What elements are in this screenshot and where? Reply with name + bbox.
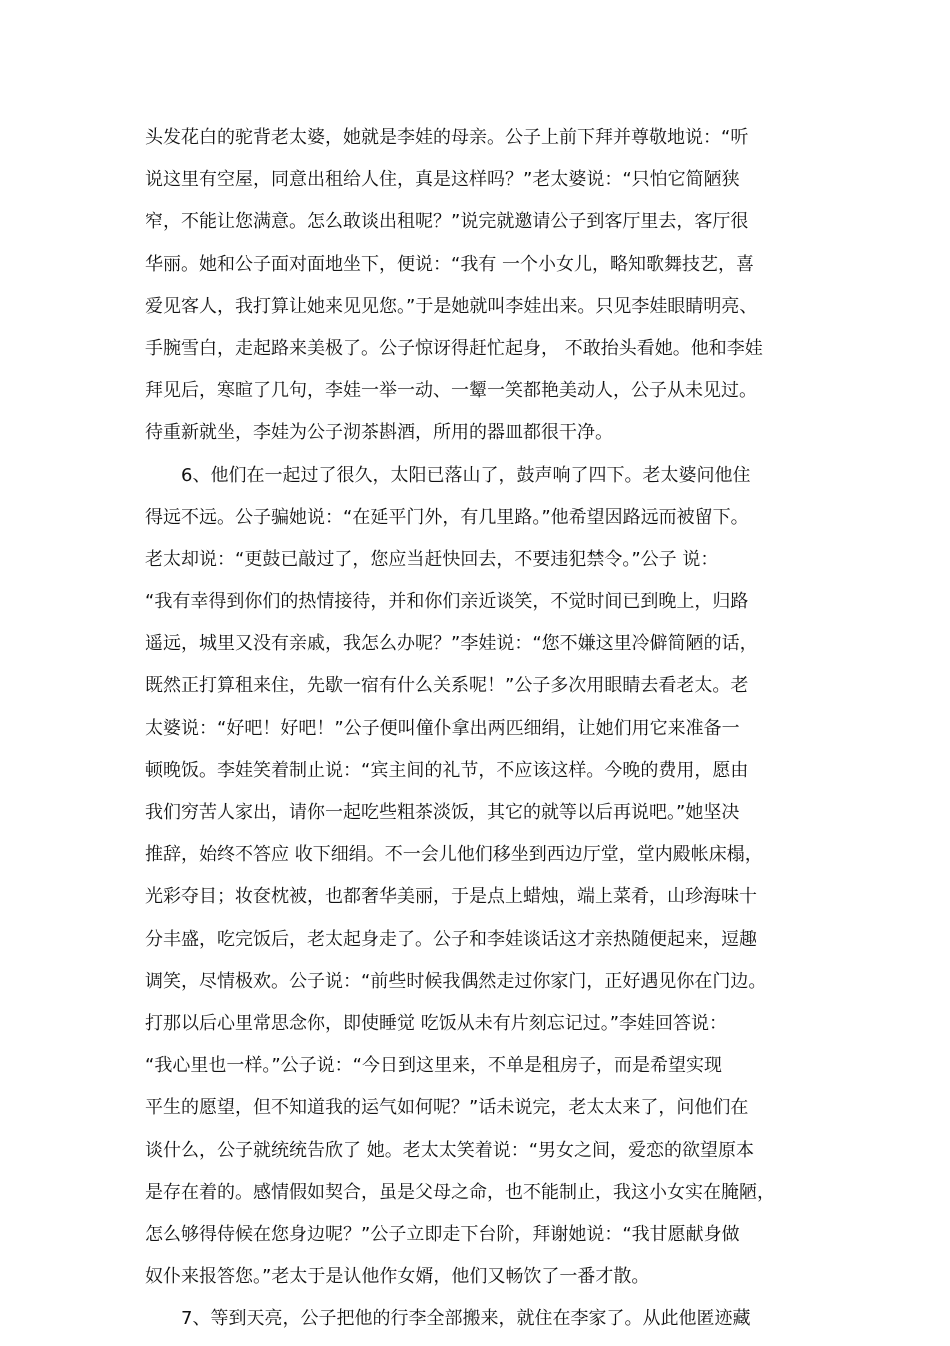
text-line: 谈什么，公子就统统告欣了 她。老太太笑着说：“男女之间，爱恋的欲望原本: [145, 1139, 755, 1161]
text-line: 得远不远。公子骗她说：“在延平门外，有几里路。”他希望因路远而被留下。: [145, 506, 749, 528]
text-line: 平生的愿望，但不知道我的运气如何呢？”话未说完，老太太来了，问他们在: [145, 1097, 749, 1119]
text-line: 怎么够得侍候在您身边呢？”公子立即走下台阶，拜谢她说：“我甘愿献身做: [145, 1223, 740, 1245]
text-line: 拜见后，寒暄了几句，李娃一举一动、一颦一笑都艳美动人，公子从未见过。: [145, 380, 757, 402]
text-line: 调笑，尽情极欢。公子说：“前些时候我偶然走过你家门，正好遇见你在门边。: [145, 970, 767, 992]
text-line: 我们穷苦人家出，请你一起吃些粗茶淡饭，其它的就等以后再说吧。”她坚决: [145, 802, 740, 823]
paragraph-6-start: 6、他们在一起过了很久，太阳已落山了，鼓声响了四下。老太婆问他住: [145, 464, 751, 486]
text-line: 推辞，始终不答应 收下细绢。不一会儿他们移坐到西边厅堂，堂内殿帐床榻，: [145, 844, 763, 866]
text-line: 分丰盛，吃完饭后，老太起身走了。公子和李娃谈话这才亲热随便起来，逗趣: [145, 928, 757, 950]
text-line: 光彩夺目；妆奁枕被，也都奢华美丽，于是点上蜡烛，端上菜肴，山珍海味十: [145, 886, 757, 908]
text-line: 手腕雪白，走起路来美极了。公子惊讶得赶忙起身， 不敢抬头看她。他和李娃: [145, 337, 763, 359]
text-line: 太婆说：“好吧！好吧！”公子便叫僮仆拿出两匹细绢，让她们用它来准备一: [145, 717, 740, 739]
text-line: 是存在着的。感情假如契合，虽是父母之命，也不能制止，我这小女实在腌陋，: [145, 1181, 775, 1203]
text-line: “我有幸得到你们的热情接待，并和你们亲近谈笑，不觉时间已到晚上，归路: [145, 591, 749, 613]
text-line: 窄，不能让您满意。怎么敢谈出租呢？”说完就邀请公子到客厅里去，客厅很: [145, 211, 749, 233]
text-line: 顿晚饭。李娃笑着制止说：“宾主间的礼节，不应该这样。今晚的费用，愿由: [145, 759, 749, 781]
text-line: 遥远，城里又没有亲戚，我怎么办呢？”李娃说：“您不嫌这里冷僻简陋的话，: [145, 633, 758, 655]
text-line: 打那以后心里常思念你，即使睡觉 吃饭从未有片刻忘记过。”李娃回答说：: [145, 1012, 728, 1034]
text-line: 待重新就坐，李娃为公子沏茶斟酒，所用的器皿都很干净。: [145, 422, 613, 444]
text-line: “我心里也一样。”公子说：“今日到这里来，不单是租房子，而是希望实现: [145, 1055, 722, 1077]
body-text: [145, 117, 825, 1340]
text-line: 华丽。她和公子面对面地坐下，便说：“我有 一个小女儿，略知歌舞技艺，喜: [145, 253, 755, 275]
text-line: 奴仆来报答您。”老太于是认他作女婿，他们又畅饮了一番才散。: [145, 1266, 650, 1288]
text-line: 爱见客人，我打算让她来见见您。”于是她就叫李娃出来。只见李娃眼睛明亮、: [145, 295, 758, 317]
text-line: 头发花白的驼背老太婆，她就是李娃的母亲。公子上前下拜并尊敬地说：“听: [145, 127, 749, 148]
text-line: 说这里有空屋，同意出租给人住，真是这样吗？”老太婆说：“只怕它简陋狭: [145, 169, 740, 191]
paragraph-7-start: 7、等到天亮，公子把他的行李全部搬来，就住在李家了。从此他匿迹藏: [145, 1308, 751, 1330]
text-line: 老太却说：“更鼓已敲过了，您应当赶快回去，不要违犯禁令。”公子 说：: [145, 548, 719, 570]
text-line: 既然正打算租来住，先歇一宿有什么关系呢！”公子多次用眼睛去看老太。老: [145, 675, 749, 697]
